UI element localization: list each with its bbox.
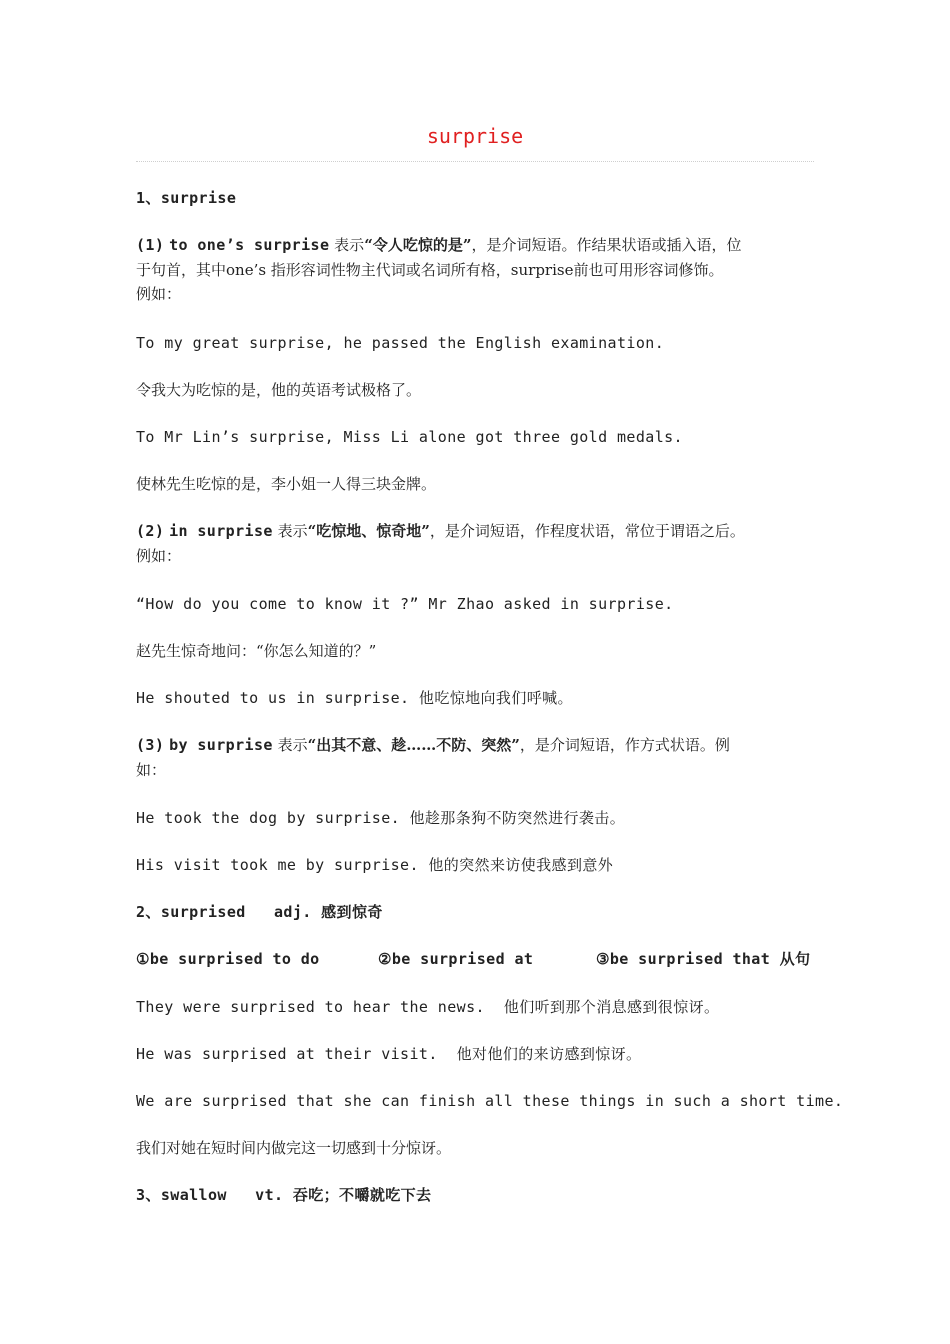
p3-phrase: by surprise: [169, 736, 273, 754]
s1-p3-line2: 如：: [136, 761, 167, 779]
s1-p2-line1: [136, 519, 816, 543]
example-5: He took the dog by surprise. 他趁那条狗不防突然进行袭击。: [136, 809, 626, 827]
p1-number: (1): [136, 236, 165, 254]
pattern-1: ①be surprised to do: [136, 950, 320, 968]
s2-example-1: They were surprised to hear the news. 他们听到那个消息感到很惊讶。: [136, 998, 720, 1016]
section-1-heading: 1、surprise: [136, 189, 237, 207]
p2-rest: ，是介词短语，作程度状语，常位于谓语之后。: [429, 522, 745, 540]
p2-meaning: “吃惊地、惊奇地”: [307, 522, 430, 540]
example-3-zh: 赵先生惊奇地问：“你怎么知道的？”: [136, 642, 377, 660]
s1-p1-line2: 于句首，其中one’s 指形容词性物主代词或名词所有格，surprise前也可用形容词修饰。: [136, 261, 724, 279]
pattern-2: ②be surprised at: [378, 950, 534, 968]
page-title: surprise: [426, 124, 524, 148]
p3-meaning: “出其不意、趁……不防、突然”: [307, 736, 520, 754]
example-2-zh: 使林先生吃惊的是，李小姐一人得三块金牌。: [136, 475, 437, 493]
p3-text: 表示: [272, 736, 308, 754]
section-3-heading: 3、swallow vt. 吞吃；不嚼就吃下去: [136, 1186, 432, 1204]
s2-example-3-zh: 我们对她在短时间内做完这一切感到十分惊讶。: [136, 1139, 452, 1157]
section-2-heading: 2、surprised adj. 感到惊奇: [136, 903, 383, 921]
example-1-en: To my great surprise, he passed the English examination.: [136, 334, 665, 352]
s1-p1-line1: [136, 233, 816, 257]
p3-number: (3): [136, 736, 165, 754]
p1-text: 表示: [329, 236, 365, 254]
example-1-zh: 令我大为吃惊的是，他的英语考试极格了。: [136, 381, 422, 399]
s2-example-2: He was surprised at their visit. 他对他们的来访感到惊讶。: [136, 1045, 642, 1063]
title-divider: [136, 161, 814, 162]
p2-phrase: in surprise: [169, 522, 273, 540]
s1-p2-line2: 例如：: [136, 547, 182, 565]
p1-meaning: “令人吃惊的是”: [364, 236, 472, 254]
p3-rest: ，是介词短语，作方式状语。例: [519, 736, 730, 754]
example-6: His visit took me by surprise. 他的突然来访使我感到意外: [136, 856, 614, 874]
p2-text: 表示: [272, 522, 308, 540]
p1-phrase: to one’s surprise: [169, 236, 330, 254]
p1-rest: ，是介词短语。作结果状语或插入语，位: [471, 236, 742, 254]
example-4: He shouted to us in surprise. 他吃惊地向我们呼喊。: [136, 689, 573, 707]
p2-number: (2): [136, 522, 165, 540]
example-3-en: “How do you come to know it ?” Mr Zhao asked in surprise.: [136, 595, 674, 613]
s1-p3-line1: [136, 733, 816, 757]
s1-p1-line3: 例如：: [136, 285, 182, 303]
s2-example-3-en: We are surprised that she can finish all these things in such a short time.: [136, 1092, 844, 1110]
example-2-en: To Mr Lin’s surprise, Miss Li alone got three gold medals.: [136, 428, 683, 446]
pattern-3: ③be surprised that 从句: [596, 950, 811, 968]
